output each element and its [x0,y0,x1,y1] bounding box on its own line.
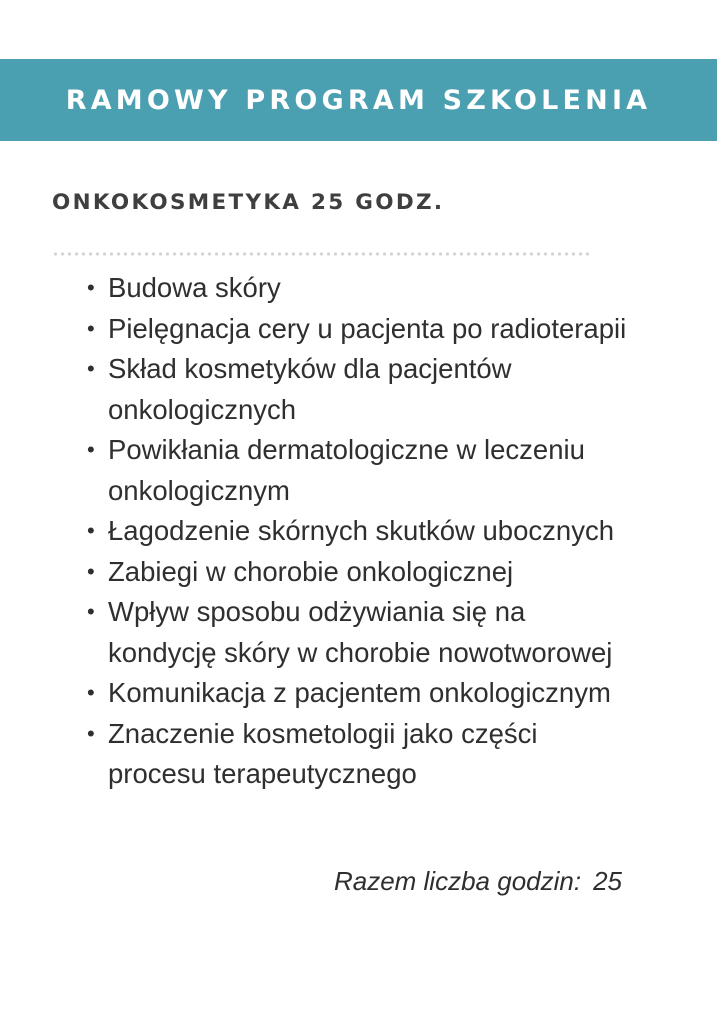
list-item [0,309,668,350]
page-title: RAMOWY PROGRAM SZKOLENIA [65,84,652,116]
bullet-icon: • [87,315,95,341]
topic-line: Budowa skóry [108,272,281,303]
bullet-icon: • [87,275,95,300]
list-item [0,673,668,714]
list-item [0,552,668,593]
topic-line-continuation: onkologicznym [108,474,290,506]
list-item [0,349,668,430]
topic-line: Powikłania dermatologiczne w leczeniu [108,434,585,465]
list-item [0,592,668,673]
total-hours-value: 25 [593,866,622,896]
list-item [0,511,668,552]
bullet-icon: • [87,558,95,584]
topic-list [0,268,668,795]
bullet-icon: • [87,599,95,624]
total-hours-label: Razem liczba godzin: [333,866,582,896]
topic-line: Wpływ sposobu odżywiania się na [108,596,526,627]
header-band [0,59,717,141]
bullet-icon: • [87,680,95,705]
topic-line-continuation: procesu terapeutycznego [108,758,417,789]
list-item [0,714,668,795]
topic-line-continuation: kondycję skóry w chorobie nowotworowej [108,636,613,668]
total-hours [334,866,622,897]
topic-line: Komunikacja z pacjentem onkologicznym [108,677,611,708]
bullet-icon: • [87,356,95,381]
topic-line: Łagodzenie skórnych skutków ubocznych [108,515,614,546]
topic-line-continuation: onkologicznych [108,393,297,425]
topic-line: Zabiegi w chorobie onkologicznej [108,555,514,587]
bullet-icon: • [87,437,95,462]
list-item [0,430,668,511]
bullet-icon: • [87,518,95,543]
topic-line: Znaczenie kosmetologii jako części [108,717,538,749]
dotted-divider [52,252,592,256]
section-title: ONKOKOSMETYKA 25 GODZ. [52,190,445,215]
topic-line: Pielęgnacja cery u pacjenta po radioterapii [108,312,627,344]
topic-line: Skład kosmetyków dla pacjentów [108,353,512,384]
list-item [0,268,668,309]
bullet-icon: • [87,720,95,746]
